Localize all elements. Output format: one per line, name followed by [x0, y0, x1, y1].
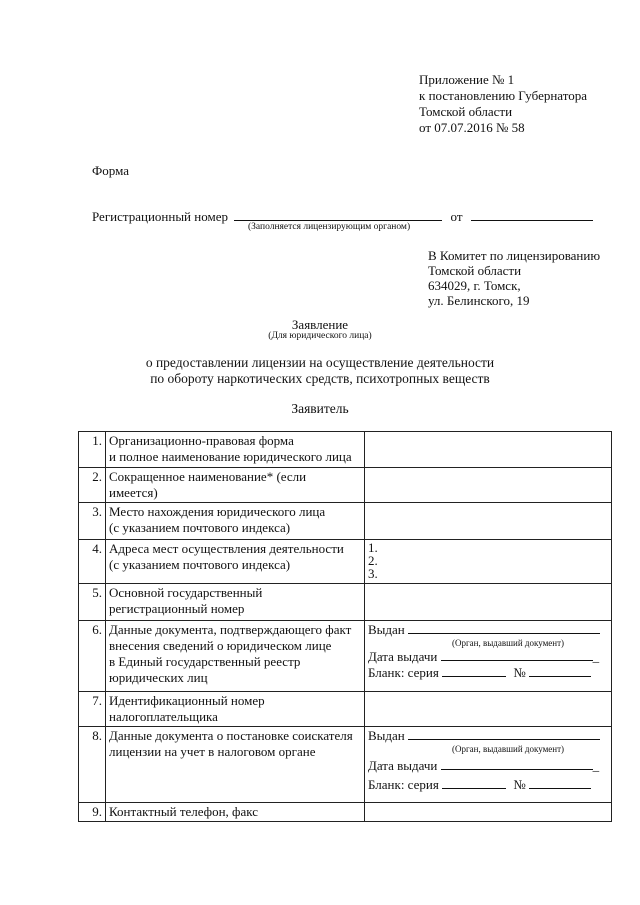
table-row — [79, 468, 612, 503]
row-label-line: и полное наименование юридического лица — [109, 449, 352, 464]
row-label-line: Сокращенное наименование* (если — [109, 469, 307, 484]
table-row — [79, 692, 612, 727]
issued-by-field[interactable] — [408, 728, 600, 740]
row-number: 3. — [79, 503, 106, 540]
row-label-line: Основной государственный — [109, 585, 263, 600]
contact-phone-field[interactable] — [365, 803, 612, 822]
issue-date-field[interactable] — [441, 758, 593, 770]
ogrn-field[interactable] — [365, 584, 612, 621]
issue-date-label: Дата выдачи — [368, 758, 438, 773]
form-series-field[interactable] — [442, 665, 506, 677]
row-label — [106, 432, 365, 468]
short-name-field[interactable] — [365, 468, 612, 503]
issue-date-field[interactable] — [441, 649, 593, 661]
form-series-label: Бланк: серия — [368, 777, 439, 792]
row-label — [106, 803, 365, 822]
table-row — [79, 432, 612, 468]
document-purpose-line: о предоставлении лицензии на осуществление деятельности — [145, 355, 495, 370]
row-number: 5. — [79, 584, 106, 621]
row-number: 6. — [79, 621, 106, 692]
appendix-line: к постановлению Губернатора — [419, 88, 588, 103]
egrul-doc-fields — [365, 621, 612, 692]
row-number: 7. — [79, 692, 106, 727]
form-series-line — [368, 665, 608, 681]
document-subtitle: (Для юридического лица) — [268, 331, 372, 341]
issue-date-tail: _ — [592, 758, 600, 773]
row-label-line: внесения сведений о юридическом лице — [109, 638, 332, 653]
row-label — [106, 621, 365, 692]
table-row — [79, 503, 612, 540]
row-label — [106, 584, 365, 621]
registration-number-field[interactable] — [234, 208, 442, 221]
row-label-line: Данные документа о постановке соискателя — [109, 728, 353, 743]
row-label-line: Адреса мест осуществления деятельности — [109, 541, 344, 556]
row-label-line: регистрационный номер — [109, 601, 245, 616]
applicant-heading: Заявитель — [291, 401, 349, 416]
registration-number-label: Регистрационный номер — [92, 209, 228, 224]
row-label-line: Данные документа, подтверждающего факт — [109, 622, 352, 637]
applicant-table — [78, 431, 612, 822]
row-label-line: (с указанием почтового индекса) — [109, 557, 291, 572]
issued-by-field[interactable] — [408, 622, 600, 634]
row-label — [106, 727, 365, 803]
form-series-label: Бланк: серия — [368, 665, 439, 680]
issuer-hint: (Орган, выдавший документ) — [451, 638, 565, 648]
row-label — [106, 468, 365, 503]
row-number: 4. — [79, 540, 106, 584]
row-label — [106, 503, 365, 540]
legal-address-field[interactable] — [365, 503, 612, 540]
recipient-line: 634029, г. Томск, — [428, 278, 521, 293]
registration-hint: (Заполняется лицензирующим органом) — [248, 222, 411, 232]
table-row — [79, 621, 612, 692]
registration-date-field[interactable] — [471, 208, 593, 221]
form-series-field[interactable] — [442, 777, 506, 789]
issued-label: Выдан — [368, 622, 405, 637]
recipient-line: ул. Белинского, 19 — [428, 293, 530, 308]
appendix-block — [419, 72, 587, 136]
row-number: 1. — [79, 432, 106, 468]
issued-by-line — [368, 622, 608, 638]
issued-by-line — [368, 728, 608, 744]
activity-addresses-field[interactable] — [365, 540, 612, 584]
appendix-line: Приложение № 1 — [419, 72, 515, 87]
issue-date-tail: _ — [592, 649, 600, 664]
form-number-field[interactable] — [529, 777, 591, 789]
org-name-field[interactable] — [365, 432, 612, 468]
document-purpose-line: по обороту наркотических средств, психотропных веществ — [150, 371, 490, 386]
form-series-line — [368, 777, 608, 793]
row-label-line: Организационно-правовая форма — [109, 433, 294, 448]
row-label — [106, 540, 365, 584]
row-label-line: налогоплательщика — [109, 709, 218, 724]
recipient-block — [428, 248, 600, 308]
issue-date-line — [368, 649, 608, 665]
row-label-line: Идентификационный номер — [109, 693, 265, 708]
row-label-line: в Единый государственный реестр — [109, 654, 301, 669]
number-sign: № — [513, 665, 526, 680]
form-number-field[interactable] — [529, 665, 591, 677]
inn-field[interactable] — [365, 692, 612, 727]
form-label: Форма — [92, 163, 129, 178]
issue-date-label: Дата выдачи — [368, 649, 438, 664]
document-title: Заявление — [291, 317, 349, 332]
registration-from-label: от — [450, 209, 463, 224]
table-row — [79, 584, 612, 621]
number-sign: № — [513, 777, 526, 792]
row-label — [106, 692, 365, 727]
row-label-line: имеется) — [109, 485, 158, 500]
address-item: 3. — [368, 566, 378, 581]
tax-registration-doc-fields — [365, 727, 612, 803]
table-row — [79, 540, 612, 584]
row-number: 2. — [79, 468, 106, 503]
recipient-line: В Комитет по лицензированию — [428, 248, 601, 263]
issuer-hint: (Орган, выдавший документ) — [451, 744, 565, 754]
recipient-line: Томской области — [428, 263, 522, 278]
row-label-line: Место нахождения юридического лица — [109, 504, 326, 519]
issued-label: Выдан — [368, 728, 405, 743]
address-item: 1. — [368, 540, 378, 555]
table-row — [79, 803, 612, 822]
appendix-line: от 07.07.2016 № 58 — [419, 120, 525, 135]
row-number: 9. — [79, 803, 106, 822]
appendix-line: Томской области — [419, 104, 513, 119]
issue-date-line — [368, 758, 608, 774]
table-row — [79, 727, 612, 803]
row-number: 8. — [79, 727, 106, 803]
row-label-line: (с указанием почтового индекса) — [109, 520, 291, 535]
address-item: 2. — [368, 553, 378, 568]
row-label-line: лицензии на учет в налоговом органе — [109, 744, 316, 759]
row-label-line: Контактный телефон, факс — [109, 804, 259, 819]
row-label-line: юридических лиц — [109, 670, 208, 685]
